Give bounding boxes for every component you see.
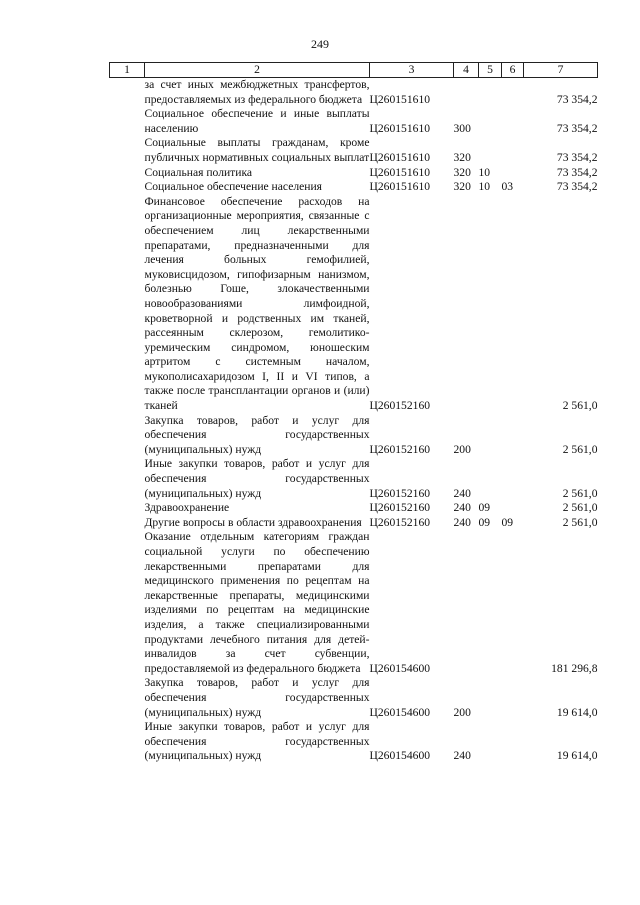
- row-amount-cell: 181 296,8: [551, 661, 598, 675]
- row-vr-cell: [454, 78, 479, 108]
- row-name-cell: за счет иных межбюджетных трансфертов, предоставляемых из федерального бюджета: [144, 78, 370, 106]
- table-row: [110, 166, 598, 181]
- row-amount-cell: 73 354,2: [556, 121, 598, 135]
- row-pr-cell: [502, 720, 524, 764]
- row-empty-cell: [110, 501, 145, 516]
- row-vr-cell: [454, 195, 479, 414]
- table-row: [110, 180, 598, 195]
- budget-table: [109, 62, 598, 764]
- row-vr-cell: 200: [453, 705, 471, 719]
- row-rz-cell: [479, 195, 502, 414]
- row-pr-cell: 09: [501, 515, 514, 529]
- column-header-4: 4: [454, 63, 479, 78]
- row-rz-cell: [479, 720, 502, 764]
- column-header-1: 1: [110, 63, 145, 78]
- row-name-cell: Социальное обеспечение населения: [144, 180, 323, 194]
- row-code-cell: Ц260151610: [369, 150, 431, 164]
- row-vr-cell: 320: [453, 165, 471, 179]
- row-pr-cell: [502, 166, 524, 181]
- table-row: [110, 530, 598, 676]
- table-row: [110, 195, 598, 414]
- row-empty-cell: [110, 195, 145, 414]
- row-vr-cell: 240: [453, 749, 471, 763]
- row-amount-cell: 2 561,0: [562, 486, 598, 500]
- row-empty-cell: [110, 530, 145, 676]
- row-rz-cell: [479, 676, 502, 720]
- column-header-3: 3: [370, 63, 454, 78]
- row-amount-cell: 19 614,0: [556, 749, 598, 763]
- row-code-cell: Ц260151610: [369, 180, 431, 194]
- row-rz-cell: [479, 530, 502, 676]
- row-amount-cell: 2 561,0: [562, 442, 598, 456]
- row-rz-cell: [479, 78, 502, 108]
- column-header-5: 5: [479, 63, 502, 78]
- row-code-cell: Ц260151610: [369, 92, 431, 106]
- table-row: [110, 107, 598, 136]
- row-empty-cell: [110, 78, 145, 108]
- table-row: [110, 501, 598, 516]
- row-code-cell: Ц260151610: [369, 165, 431, 179]
- row-vr-cell: 240: [453, 501, 471, 515]
- row-amount-cell: 73 354,2: [556, 165, 598, 179]
- row-code-cell: Ц260154600: [369, 705, 431, 719]
- row-amount-cell: 73 354,2: [556, 92, 598, 106]
- row-vr-cell: [454, 530, 479, 676]
- column-header-6: 6: [502, 63, 524, 78]
- column-header-7: 7: [524, 63, 598, 78]
- row-pr-cell: [502, 78, 524, 108]
- table-row: [110, 720, 598, 764]
- row-rz-cell: 10: [478, 165, 491, 179]
- row-name-cell: Оказание отдельным категориям граждан социальной услуги по обеспечению лекарственными препаратами для медицинского применения по рецептам на лекарственные препараты, медицинскими изделиями по рецептам на медицинские изделия, а также специализированными продуктами лечебного питания для детей-инвалидов за счет субвенции, предоставляемой из федерального бюджета: [144, 530, 370, 675]
- row-name-cell: Закупка товаров, работ и услуг для обеспечения государственных (муниципальных) нужд: [144, 413, 370, 456]
- row-code-cell: Ц260152160: [369, 399, 431, 413]
- row-amount-cell: 73 354,2: [556, 150, 598, 164]
- row-pr-cell: [502, 136, 524, 165]
- row-rz-cell: [479, 414, 502, 458]
- page-number: 249: [311, 37, 329, 51]
- row-code-cell: Ц260152160: [369, 515, 431, 529]
- row-code-cell: Ц260151610: [369, 121, 431, 135]
- row-rz-cell: [479, 457, 502, 501]
- row-pr-cell: [502, 457, 524, 501]
- budget-table-body: [110, 78, 598, 764]
- row-name-cell: Закупка товаров, работ и услуг для обеспечения государственных (муниципальных) нужд: [144, 676, 370, 719]
- row-amount-cell: 2 561,0: [562, 399, 598, 413]
- row-code-cell: Ц260154600: [369, 749, 431, 763]
- row-empty-cell: [110, 166, 145, 181]
- row-empty-cell: [110, 457, 145, 501]
- row-empty-cell: [110, 516, 145, 531]
- row-pr-cell: [502, 414, 524, 458]
- table-header-row: [110, 63, 598, 78]
- row-pr-cell: [502, 530, 524, 676]
- row-vr-cell: 240: [453, 486, 471, 500]
- row-name-cell: Финансовое обеспечение расходов на организационные мероприятия, связанные с обеспечением лиц лекарственными препаратами, предназначенными для лечения больных гемофилией, муковисцидозом, гипофизарным нанизмом, болезнью Гоше, злокачественными новообразованиями лимфоидной, кроветворной и родственных им тканей, рассеянным склерозом, гемолитико-уремическим синдромом, юношеским артритом с системным началом, мукополисахаридозом I, II и VI типов, а также после трансплантации органов и (или) тканей: [144, 194, 370, 413]
- row-name-cell: Иные закупки товаров, работ и услуг для обеспечения государственных (муниципальных) нужд: [144, 720, 370, 763]
- table-row: [110, 136, 598, 165]
- row-vr-cell: 240: [453, 515, 471, 529]
- row-vr-cell: 320: [453, 180, 471, 194]
- row-rz-cell: 09: [478, 515, 491, 529]
- column-header-2: 2: [145, 63, 370, 78]
- row-pr-cell: [502, 195, 524, 414]
- row-name-cell: Здравоохранение: [144, 501, 230, 515]
- row-code-cell: Ц260154600: [369, 661, 431, 675]
- row-empty-cell: [110, 107, 145, 136]
- table-row: [110, 676, 598, 720]
- row-pr-cell: [502, 107, 524, 136]
- row-rz-cell: 10: [478, 180, 491, 194]
- row-code-cell: Ц260152160: [369, 486, 431, 500]
- row-name-cell: Социальная политика: [144, 165, 253, 179]
- row-rz-cell: [479, 107, 502, 136]
- row-rz-cell: [479, 136, 502, 165]
- row-vr-cell: 320: [453, 150, 471, 164]
- row-amount-cell: 19 614,0: [556, 705, 598, 719]
- table-row: [110, 516, 598, 531]
- row-pr-cell: [502, 676, 524, 720]
- table-row: [110, 457, 598, 501]
- row-empty-cell: [110, 180, 145, 195]
- table-row: [110, 78, 598, 108]
- table-row: [110, 414, 598, 458]
- row-vr-cell: 200: [453, 442, 471, 456]
- row-amount-cell: 73 354,2: [556, 180, 598, 194]
- row-code-cell: Ц260152160: [369, 442, 431, 456]
- row-name-cell: Социальное обеспечение и иные выплаты населению: [144, 107, 370, 135]
- row-name-cell: Другие вопросы в области здравоохранения: [144, 515, 362, 529]
- row-code-cell: Ц260152160: [369, 501, 431, 515]
- row-empty-cell: [110, 136, 145, 165]
- row-pr-cell: [502, 501, 524, 516]
- row-name-cell: Иные закупки товаров, работ и услуг для обеспечения государственных (муниципальных) нужд: [144, 457, 370, 500]
- row-empty-cell: [110, 676, 145, 720]
- row-amount-cell: 2 561,0: [562, 515, 598, 529]
- row-empty-cell: [110, 414, 145, 458]
- row-pr-cell: 03: [501, 180, 514, 194]
- row-amount-cell: 2 561,0: [562, 501, 598, 515]
- row-rz-cell: 09: [478, 501, 491, 515]
- row-empty-cell: [110, 720, 145, 764]
- row-name-cell: Социальные выплаты гражданам, кроме публичных нормативных социальных выплат: [144, 136, 370, 164]
- row-vr-cell: 300: [453, 121, 471, 135]
